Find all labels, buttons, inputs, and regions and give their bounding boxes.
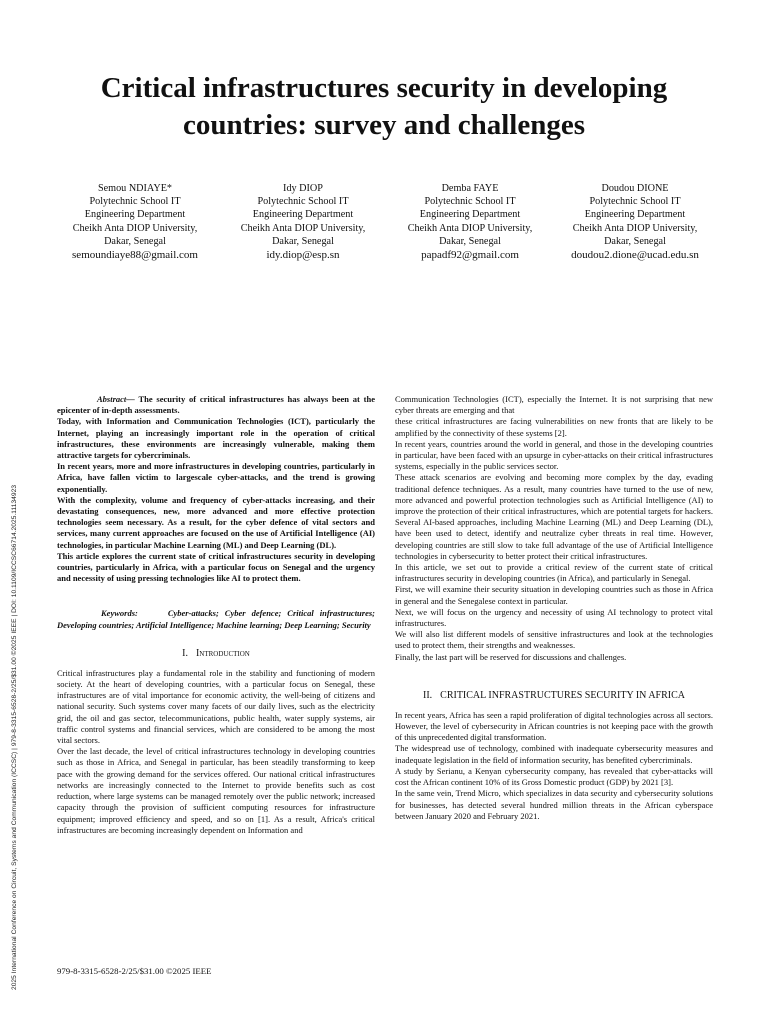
author-dept: Engineering Department bbox=[252, 209, 354, 221]
body-paragraph: In this article, we set out to provide a critical review of the current state of critical infrastructures security in developing countries (in Africa), and particularly in Senegal. bbox=[395, 562, 713, 584]
abstract-paragraph: This article explores the current state of critical infrastructures security in developing countries, particularly in Africa, with a particular focus on Senegal and the urgency and necessity of using pressing technologies like AI to protect them. bbox=[57, 550, 375, 584]
section-number: I. bbox=[182, 647, 188, 659]
left-column bbox=[57, 394, 375, 836]
author-univ: Cheikh Anta DIOP University, bbox=[407, 222, 533, 234]
author-school: Polytechnic School IT bbox=[257, 196, 349, 208]
author-name: Semou NDIAYE* bbox=[97, 183, 173, 194]
body-paragraph: In the same vein, Trend Micro, which specializes in data security and cybersecurity solutions for businesses, has detected several hundred million threats in the African cyberspace between January 2020 and February 2021. bbox=[395, 788, 713, 821]
author-univ: Cheikh Anta DIOP University, bbox=[72, 222, 198, 234]
abstract-paragraph: With the complexity, volume and frequency of cyber-attacks increasing, and their devastating consequences, new, more advanced and more effective protection technologies seem necessary. As a result, for the cyber defence of vital sectors and services, many current approaches are focused on the use of Artificial Intelligence (AI) technologies, in particular Machine Learning (ML) and Deep Learning (DL). bbox=[57, 494, 375, 550]
abstract bbox=[57, 394, 375, 584]
author-univ: Cheikh Anta DIOP University, bbox=[240, 222, 366, 234]
body-paragraph: Next, we will focus on the urgency and necessity of using AI technology to protect vital infrastructures. bbox=[395, 606, 713, 629]
author-dept: Engineering Department bbox=[84, 209, 186, 221]
body-paragraph: A study by Serianu, a Kenyan cybersecurity company, has revealed that cyber-attacks will cost the African continent 10% of its Gross Domestic product (GDP) by 2021 [3]. bbox=[395, 765, 713, 788]
author-dept: Engineering Department bbox=[584, 209, 686, 221]
author-3 bbox=[385, 182, 555, 262]
abstract-paragraph: Today, with Information and Communication Technologies (ICT), particularly the Internet, playing an increasingly important role in the operation of critical infrastructures, these environments are increasingly vulnerable, making them attractive targets for cybercriminals. bbox=[57, 416, 375, 461]
author-name: Demba FAYE bbox=[441, 183, 499, 194]
keywords bbox=[57, 608, 375, 630]
author-city: Dakar, Senegal bbox=[272, 235, 334, 247]
keywords-text: Cyber-attacks; Cyber defence; Critical infrastructures; Developing countries; Artificial Intelligence; Machine learning; Deep Learning; Security bbox=[57, 608, 376, 630]
keywords-label: Keywords: bbox=[101, 608, 138, 619]
copyright-footer: 979-8-3315-6528-2/25/$31.00 ©2025 IEEE bbox=[57, 966, 212, 976]
body-paragraph: Finally, the last part will be reserved for discussions and challenges. bbox=[395, 651, 627, 662]
conference-doi-sidebar: 2025 International Conference on Circuit, Systems and Communication (ICCSC) | 979-8-3315-6528-2/25/$31.00 ©2025 IEEE | DOI: 10.1109/ICCSC66714.2025.11134923 bbox=[11, 484, 18, 990]
body-paragraph: In recent years, countries around the world in general, and those in the developing countries in particular, have been faced with an upsurge in cyber-attacks on their critical infrastructures systems, especially in the public services sector. bbox=[395, 438, 713, 472]
body-paragraph: Critical infrastructures play a fundamental role in the stability and functioning of modern society. At the heart of developing countries, with a particular focus on Senegal, these infrastructures are of vital importance for economic activity, the well-being of citizens and national security. Such systems cover many facets of our daily lives, such as the electricity grid, the oil and gas sector, telecommunications, public health, water supply systems, air traffic control systems and financial services, which are considered to be among the most vital sectors. bbox=[57, 667, 375, 746]
author-school: Polytechnic School IT bbox=[89, 196, 181, 208]
body-paragraph: The widespread use of technology, combined with inadequate cybersecurity measures and inadequate legislation in the field of information security, has benefited cybercriminals. bbox=[395, 743, 713, 765]
section-heading-introduction bbox=[57, 647, 375, 660]
section-heading-critical-infrastructures bbox=[395, 689, 713, 702]
body-paragraph: these critical infrastructures are facing vulnerabilities on new fronts that are likely to be amplified by the connectivity of these systems [2]. bbox=[395, 416, 713, 438]
author-city: Dakar, Senegal bbox=[104, 235, 166, 247]
author-dept: Engineering Department bbox=[419, 209, 521, 221]
author-univ: Cheikh Anta DIOP University, bbox=[572, 222, 698, 234]
author-school: Polytechnic School IT bbox=[424, 196, 516, 208]
author-school: Polytechnic School IT bbox=[589, 196, 681, 208]
body-paragraph: These attack scenarios are evolving and becoming more complex by the day, evading traditional defence techniques. As a result, many countries have turned to the use of new, more advanced and powerful protection technologies such as Artificial Intelligence (AI) to improve the protection of their critical infrastructures, which are potential targets for hackers. Several AI-based approaches, including Machine Learning (ML) and Deep Learning (DL), have been used to detect, identify and neutralize cyber threats in real time. However, developing countries are still slow to take full advantage of the use of Artificial Intelligence technologies in cybersecurity to better protect their critical infrastructures. bbox=[395, 472, 713, 561]
body-paragraph: Over the last decade, the level of critical infrastructures technology in developing countries such as those in Africa, and Senegal in particular, has been steadily transforming to keep pace with the growing demand for the services offered. Our national critical infrastructures networks are increasingly connected to the Internet to provide benefits such as cost reduction, where large systems can be managed remotely over the public network; increased capacity through the provision of sufficient computing resources for infrastructure equipment; improved efficiency and speed, and so on [1]. As a result, Africa's critical infrastructures are becoming increasingly dependent on Information and bbox=[57, 746, 375, 835]
section-title: CRITICAL INFRASTRUCTURES SECURITY IN AFRICA bbox=[440, 689, 685, 701]
abstract-label: Abstract— bbox=[97, 394, 135, 404]
abstract-paragraph: In recent years, more and more infrastructures in developing countries, particularly in Africa, have fallen victim to largescale cyber-attacks, and the trend is growing exponentially. bbox=[57, 461, 375, 494]
author-email: idy.diop@esp.sn bbox=[266, 249, 340, 262]
author-email: papadf92@gmail.com bbox=[421, 249, 519, 262]
author-1 bbox=[50, 182, 220, 262]
section-title: Introduction bbox=[195, 647, 250, 659]
body-paragraph: In recent years, Africa has seen a rapid proliferation of digital technologies across all sectors. However, the level of cybersecurity in African countries is not keeping pace with the growth of this unprecedented digital transformation. bbox=[395, 709, 713, 743]
section-number: II. bbox=[422, 689, 433, 701]
author-2 bbox=[218, 182, 388, 262]
body-paragraph: First, we will examine their security situation in developing countries such as those in Africa in general and the Senegalese context in particular. bbox=[395, 584, 713, 606]
body-paragraph: We will also list different models of sensitive infrastructures and look at the technologies used to protect them, their strengths and weaknesses. bbox=[395, 629, 713, 651]
body-paragraph: Communication Technologies (ICT), especially the Internet. It is not surprising that new cyber threats are emerging and that bbox=[395, 394, 713, 416]
author-4 bbox=[550, 182, 720, 262]
author-email: doudou2.dione@ucad.edu.sn bbox=[571, 249, 699, 262]
abstract-text: The security of critical infrastructures has always been at the epicenter of in-depth assessments. bbox=[57, 394, 375, 416]
abstract-paragraph bbox=[57, 394, 375, 416]
paper-title: Critical infrastructures security in developing countries: survey and challenges bbox=[100, 72, 668, 141]
author-email: semoundiaye88@gmail.com bbox=[72, 249, 198, 262]
right-column bbox=[395, 394, 713, 822]
author-city: Dakar, Senegal bbox=[439, 235, 501, 247]
author-name: Doudou DIONE bbox=[601, 183, 669, 194]
author-city: Dakar, Senegal bbox=[604, 235, 666, 247]
author-name: Idy DIOP bbox=[283, 183, 323, 194]
